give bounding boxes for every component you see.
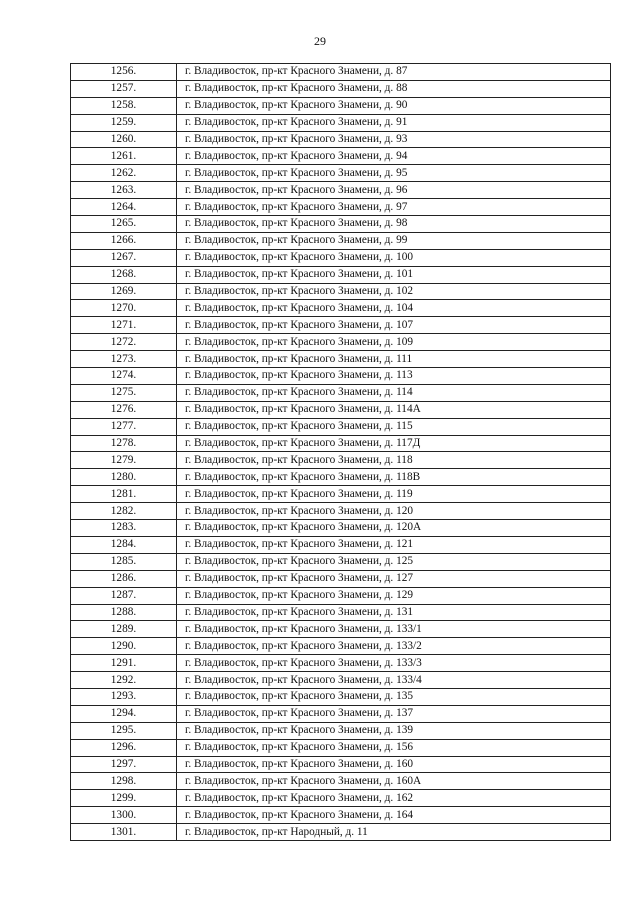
table-row [71, 570, 611, 587]
row-number-cell: 1270. [71, 300, 177, 317]
address-cell: г. Владивосток, пр-кт Красного Знамени, д. 99 [177, 232, 611, 249]
table-row [71, 80, 611, 97]
table-row [71, 232, 611, 249]
address-cell: г. Владивосток, пр-кт Красного Знамени, д. 160А [177, 773, 611, 790]
row-number-cell: 1296. [71, 739, 177, 756]
table-row [71, 739, 611, 756]
address-cell: г. Владивосток, пр-кт Красного Знамени, д. 98 [177, 216, 611, 233]
address-cell: г. Владивосток, пр-кт Красного Знамени, д. 87 [177, 64, 611, 81]
row-number-cell: 1262. [71, 165, 177, 182]
row-number-cell: 1300. [71, 807, 177, 824]
address-cell: г. Владивосток, пр-кт Красного Знамени, д. 133/3 [177, 655, 611, 672]
row-number-cell: 1287. [71, 587, 177, 604]
table-row [71, 266, 611, 283]
row-number-cell: 1294. [71, 705, 177, 722]
address-cell: г. Владивосток, пр-кт Красного Знамени, д. 88 [177, 80, 611, 97]
table-row [71, 452, 611, 469]
address-cell: г. Владивосток, пр-кт Красного Знамени, д. 118В [177, 469, 611, 486]
table-row [71, 317, 611, 334]
row-number-cell: 1268. [71, 266, 177, 283]
address-table-body [71, 64, 611, 841]
row-number-cell: 1269. [71, 283, 177, 300]
table-row [71, 283, 611, 300]
address-cell: г. Владивосток, пр-кт Красного Знамени, д. 93 [177, 131, 611, 148]
row-number-cell: 1267. [71, 249, 177, 266]
table-row [71, 300, 611, 317]
table-row [71, 824, 611, 841]
row-number-cell: 1275. [71, 384, 177, 401]
table-row [71, 384, 611, 401]
row-number-cell: 1278. [71, 435, 177, 452]
row-number-cell: 1260. [71, 131, 177, 148]
address-cell: г. Владивосток, пр-кт Красного Знамени, д. 133/2 [177, 638, 611, 655]
table-row [71, 165, 611, 182]
address-cell: г. Владивосток, пр-кт Красного Знамени, д. 102 [177, 283, 611, 300]
table-row [71, 604, 611, 621]
address-cell: г. Владивосток, пр-кт Народный, д. 11 [177, 824, 611, 841]
table-row [71, 773, 611, 790]
table-row [71, 401, 611, 418]
address-cell: г. Владивосток, пр-кт Красного Знамени, д. 91 [177, 114, 611, 131]
row-number-cell: 1266. [71, 232, 177, 249]
table-row [71, 469, 611, 486]
table-row [71, 334, 611, 351]
address-cell: г. Владивосток, пр-кт Красного Знамени, д. 107 [177, 317, 611, 334]
row-number-cell: 1277. [71, 418, 177, 435]
row-number-cell: 1290. [71, 638, 177, 655]
table-row [71, 688, 611, 705]
address-cell: г. Владивосток, пр-кт Красного Знамени, д. 94 [177, 148, 611, 165]
table-row [71, 587, 611, 604]
row-number-cell: 1298. [71, 773, 177, 790]
row-number-cell: 1291. [71, 655, 177, 672]
row-number-cell: 1297. [71, 756, 177, 773]
table-row [71, 503, 611, 520]
row-number-cell: 1285. [71, 553, 177, 570]
row-number-cell: 1258. [71, 97, 177, 114]
table-row [71, 114, 611, 131]
table-row [71, 182, 611, 199]
address-cell: г. Владивосток, пр-кт Красного Знамени, д. 104 [177, 300, 611, 317]
row-number-cell: 1276. [71, 401, 177, 418]
row-number-cell: 1288. [71, 604, 177, 621]
address-cell: г. Владивосток, пр-кт Красного Знамени, д. 115 [177, 418, 611, 435]
row-number-cell: 1274. [71, 368, 177, 385]
row-number-cell: 1271. [71, 317, 177, 334]
row-number-cell: 1293. [71, 688, 177, 705]
row-number-cell: 1256. [71, 64, 177, 81]
table-row [71, 131, 611, 148]
table-row [71, 655, 611, 672]
address-cell: г. Владивосток, пр-кт Красного Знамени, д. 131 [177, 604, 611, 621]
address-cell: г. Владивосток, пр-кт Красного Знамени, д. 114А [177, 401, 611, 418]
table-row [71, 705, 611, 722]
address-cell: г. Владивосток, пр-кт Красного Знамени, д. 111 [177, 351, 611, 368]
table-row [71, 638, 611, 655]
row-number-cell: 1265. [71, 216, 177, 233]
row-number-cell: 1257. [71, 80, 177, 97]
address-cell: г. Владивосток, пр-кт Красного Знамени, д. 127 [177, 570, 611, 587]
table-row [71, 790, 611, 807]
table-row [71, 199, 611, 216]
address-cell: г. Владивосток, пр-кт Красного Знамени, д. 118 [177, 452, 611, 469]
address-cell: г. Владивосток, пр-кт Красного Знамени, д. 160 [177, 756, 611, 773]
address-cell: г. Владивосток, пр-кт Красного Знамени, д. 139 [177, 722, 611, 739]
table-row [71, 64, 611, 81]
row-number-cell: 1301. [71, 824, 177, 841]
row-number-cell: 1292. [71, 672, 177, 689]
table-row [71, 807, 611, 824]
address-cell: г. Владивосток, пр-кт Красного Знамени, д. 156 [177, 739, 611, 756]
address-cell: г. Владивосток, пр-кт Красного Знамени, д. 129 [177, 587, 611, 604]
row-number-cell: 1299. [71, 790, 177, 807]
table-row [71, 435, 611, 452]
address-cell: г. Владивосток, пр-кт Красного Знамени, д. 133/4 [177, 672, 611, 689]
table-row [71, 536, 611, 553]
table-row [71, 553, 611, 570]
row-number-cell: 1286. [71, 570, 177, 587]
address-cell: г. Владивосток, пр-кт Красного Знамени, д. 96 [177, 182, 611, 199]
row-number-cell: 1259. [71, 114, 177, 131]
row-number-cell: 1263. [71, 182, 177, 199]
address-cell: г. Владивосток, пр-кт Красного Знамени, д. 117Д [177, 435, 611, 452]
table-row [71, 621, 611, 638]
table-row [71, 148, 611, 165]
address-cell: г. Владивосток, пр-кт Красного Знамени, д. 120А [177, 520, 611, 537]
address-cell: г. Владивосток, пр-кт Красного Знамени, д. 101 [177, 266, 611, 283]
address-cell: г. Владивосток, пр-кт Красного Знамени, д. 162 [177, 790, 611, 807]
address-cell: г. Владивосток, пр-кт Красного Знамени, д. 114 [177, 384, 611, 401]
table-row [71, 351, 611, 368]
address-cell: г. Владивосток, пр-кт Красного Знамени, д. 97 [177, 199, 611, 216]
table-row [71, 418, 611, 435]
row-number-cell: 1282. [71, 503, 177, 520]
address-cell: г. Владивосток, пр-кт Красного Знамени, д. 164 [177, 807, 611, 824]
address-cell: г. Владивосток, пр-кт Красного Знамени, д. 109 [177, 334, 611, 351]
row-number-cell: 1289. [71, 621, 177, 638]
address-table [70, 63, 611, 841]
address-cell: г. Владивосток, пр-кт Красного Знамени, д. 125 [177, 553, 611, 570]
row-number-cell: 1261. [71, 148, 177, 165]
table-row [71, 216, 611, 233]
row-number-cell: 1264. [71, 199, 177, 216]
table-row [71, 672, 611, 689]
table-row [71, 249, 611, 266]
row-number-cell: 1281. [71, 486, 177, 503]
address-cell: г. Владивосток, пр-кт Красного Знамени, д. 121 [177, 536, 611, 553]
row-number-cell: 1273. [71, 351, 177, 368]
address-cell: г. Владивосток, пр-кт Красного Знамени, д. 120 [177, 503, 611, 520]
address-cell: г. Владивосток, пр-кт Красного Знамени, д. 119 [177, 486, 611, 503]
address-cell: г. Владивосток, пр-кт Красного Знамени, д. 133/1 [177, 621, 611, 638]
table-row [71, 520, 611, 537]
address-cell: г. Владивосток, пр-кт Красного Знамени, д. 113 [177, 368, 611, 385]
table-row [71, 486, 611, 503]
address-cell: г. Владивосток, пр-кт Красного Знамени, д. 100 [177, 249, 611, 266]
row-number-cell: 1280. [71, 469, 177, 486]
page-number: 29 [314, 34, 326, 48]
address-cell: г. Владивосток, пр-кт Красного Знамени, д. 95 [177, 165, 611, 182]
row-number-cell: 1272. [71, 334, 177, 351]
row-number-cell: 1279. [71, 452, 177, 469]
table-row [71, 722, 611, 739]
row-number-cell: 1283. [71, 520, 177, 537]
row-number-cell: 1295. [71, 722, 177, 739]
row-number-cell: 1284. [71, 536, 177, 553]
table-row [71, 97, 611, 114]
address-cell: г. Владивосток, пр-кт Красного Знамени, д. 90 [177, 97, 611, 114]
address-cell: г. Владивосток, пр-кт Красного Знамени, д. 135 [177, 688, 611, 705]
address-cell: г. Владивосток, пр-кт Красного Знамени, д. 137 [177, 705, 611, 722]
table-row [71, 756, 611, 773]
table-row [71, 368, 611, 385]
